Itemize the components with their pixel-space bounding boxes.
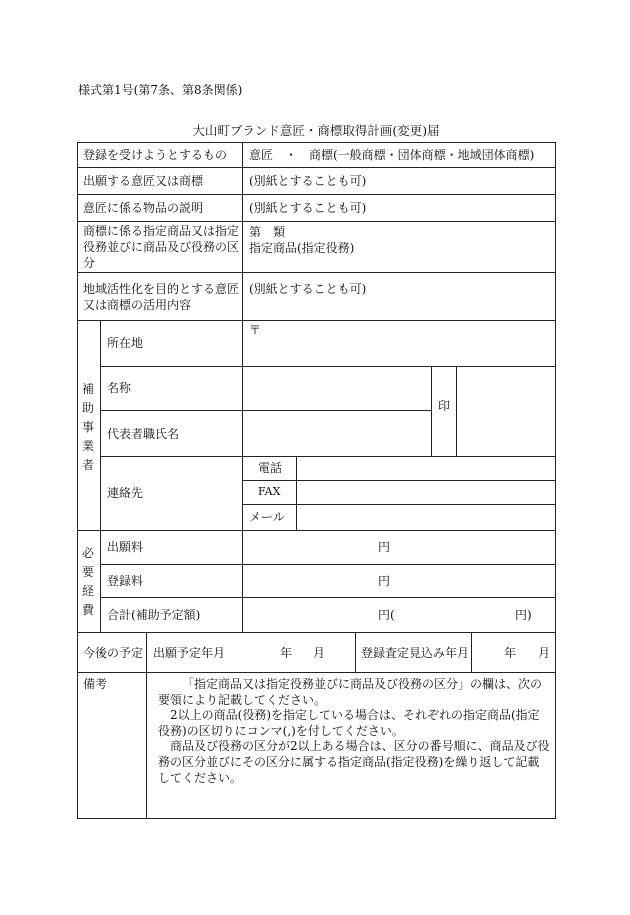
- representative-label: 代表者職氏名: [107, 427, 180, 441]
- application-fee-label: 出願料: [107, 540, 144, 554]
- name-label: 名称: [107, 381, 132, 395]
- address-label: 所在地: [107, 336, 144, 350]
- form-title: 大山町ブランド意匠・商標取得計画(変更)届: [192, 123, 440, 138]
- registration-fee-label: 登録料: [107, 574, 144, 588]
- application-date-label: 出願予定年月: [153, 646, 226, 660]
- subsidy-unit: 円): [515, 608, 532, 622]
- form-number: 様式第1号(第7条、第8条関係): [78, 83, 243, 97]
- designated-goods-items: 指定商品(指定役務): [249, 241, 355, 255]
- fax-label: FAX: [258, 485, 281, 498]
- remarks-label: 備考: [83, 677, 108, 691]
- design-item-label: 意匠に係る物品の説明: [83, 201, 204, 215]
- usage-value: (別紙とすることも可): [249, 282, 367, 296]
- registration-label: 登録を受けようとするもの: [83, 148, 228, 162]
- usage-label: 地域活性化を目的とする意匠又は商標の活用内容: [83, 282, 240, 312]
- registration-value: 意匠 ・ 商標(一般商標・団体商標・地域団体商標): [249, 148, 535, 162]
- operator-group-label: 補 助 事 業 者: [81, 382, 94, 472]
- total-unit: 円(: [378, 608, 395, 622]
- design-item-value: (別紙とすることも可): [249, 201, 367, 215]
- phone-label: 電話: [258, 461, 283, 475]
- seal-mark: 印: [438, 399, 451, 413]
- postal-mark: 〒: [249, 323, 262, 337]
- application-year: 年: [280, 646, 293, 660]
- designated-goods-class: 第 類: [249, 225, 286, 239]
- designated-goods-label: 商標に係る指定商品又は指定役務並びに商品及び役務の区分: [83, 224, 240, 270]
- application-month: 月: [313, 646, 326, 660]
- remarks-text: 「指定商品又は指定役務並びに商品及び役務の区分」の欄は、次の要領により記載してください。 2以上の商品(役務)を指定している場合は、それぞれの指定商品(指定役務)の区切りにコンマ(,)を付してください。 商品及び役務の区分が2以上ある場合は、区分の番号順に、商品及び役務の区分並びにその区分に属する指定商品(指定役務)を繰り返して記載してください。: [158, 677, 550, 785]
- schedule-label: 今後の予定: [83, 646, 144, 660]
- application-label: 出願する意匠又は商標: [83, 174, 204, 188]
- application-value: (別紙とすることも可): [249, 174, 367, 188]
- total-label: 合計(補助予定額): [107, 608, 201, 622]
- review-date-label: 登録査定見込み年月: [361, 646, 470, 660]
- contact-label: 連絡先: [107, 486, 144, 500]
- costs-group-label: 必 要 経 費: [81, 546, 94, 617]
- mail-label: メール: [249, 510, 285, 524]
- registration-fee-unit: 円: [378, 574, 391, 588]
- review-year: 年: [504, 646, 517, 660]
- application-fee-unit: 円: [378, 540, 391, 554]
- review-month: 月: [538, 646, 551, 660]
